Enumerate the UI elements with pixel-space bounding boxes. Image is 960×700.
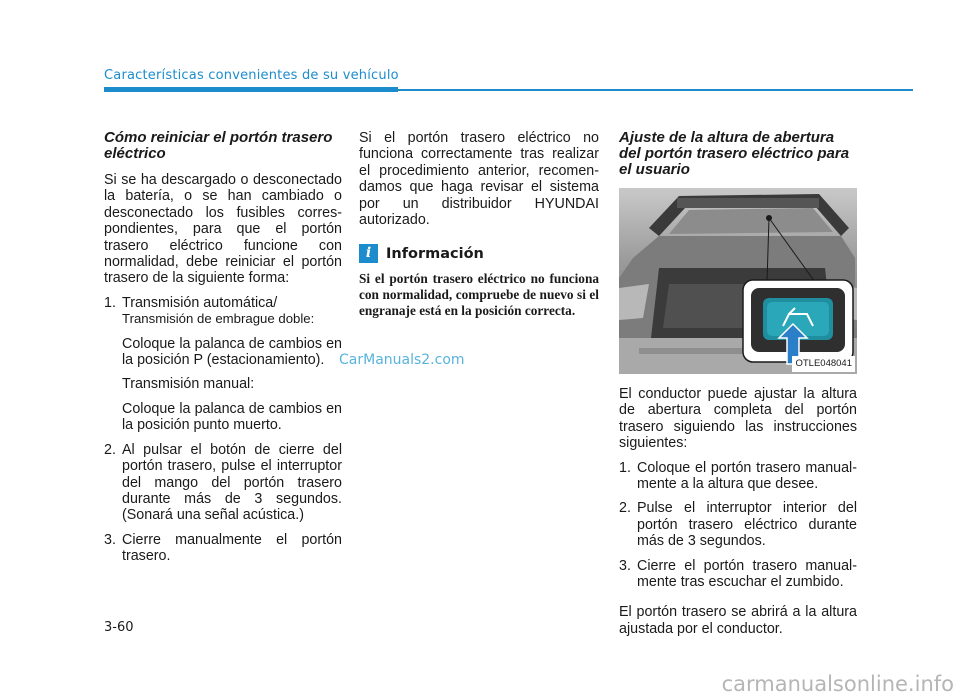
section-header: Características convenientes de su vehículo	[104, 68, 399, 83]
step-heading: Transmisión manual:	[122, 376, 255, 393]
step-text: Cierre el portón trasero manual-mente tras escuchar el zumbido.	[637, 557, 857, 591]
step-number: 3.	[619, 557, 631, 574]
height-outro: El portón trasero se abrirá a la altura ajustada por el conductor.	[619, 604, 857, 637]
column-right	[619, 130, 857, 637]
height-steps	[619, 460, 857, 591]
tailgate-photo	[619, 188, 857, 374]
reset-section-title: Cómo reiniciar el portón trasero eléctrico	[104, 129, 333, 162]
height-intro: El conductor puede ajustar la altura de abertura completa del portón trasero siguiendo las instrucciones siguientes:	[619, 386, 857, 452]
reset-step-1	[104, 295, 342, 434]
reset-step-2	[104, 442, 342, 524]
reset-steps	[104, 295, 342, 565]
step-text: Al pulsar el botón de cierre del portón trasero, pulse el interruptor del mango del portón trasero durante más de 3 segundos. (Sonará una señal acústica.)	[122, 441, 342, 524]
step-text: Cierre manualmente el portón trasero.	[122, 531, 342, 565]
footer-watermark: carmanualsonline.info	[721, 672, 954, 696]
info-icon: i	[359, 244, 378, 263]
step-number: 1.	[104, 294, 116, 311]
header-rule-thick	[104, 87, 398, 92]
info-box-header	[359, 244, 599, 263]
height-section-title: Ajuste de la altura de abertura del portón trasero eléctrico para el usuario	[619, 129, 850, 178]
service-advice: Si el portón trasero eléctrico no funciona correctamente tras realizar el procedimiento anterior, recomen-damos que haga revisar el sistema por un distribuidor HYUNDAI autorizado.	[359, 130, 599, 229]
step-number: 3.	[104, 531, 116, 548]
info-text: Si el portón trasero eléctrico no funciona con normalidad, compruebe de nuevo si el engranaje está en la posición correcta.	[359, 271, 599, 319]
photo-caption: OTLE048041	[792, 356, 855, 372]
reset-intro: Si se ha descargado o desconectado la batería, o se han cambiado o desconectado los fusibles corres-pondientes, para que el portón trasero eléctrico funcione con normalidad, debe reiniciar el portón trasero de la siguiente forma:	[104, 172, 342, 287]
header-rule-thin	[398, 89, 913, 91]
step-text: Pulse el interruptor interior del portón trasero eléctrico durante más de 3 segundos.	[637, 500, 857, 550]
height-step-3	[619, 558, 857, 591]
tailgate-illustration	[619, 188, 857, 374]
column-middle	[359, 130, 599, 319]
step-heading: Transmisión automática/	[122, 294, 278, 311]
step-heading: Transmisión de embrague doble:	[122, 311, 315, 327]
step-number: 2.	[104, 441, 116, 458]
reset-step-3	[104, 532, 342, 565]
step-text: Coloque la palanca de cambios en la posición P (estacionamiento).	[122, 335, 342, 369]
column-left	[104, 130, 342, 565]
step-text: Coloque la palanca de cambios en la posición punto muerto.	[122, 400, 342, 434]
height-step-2	[619, 500, 857, 549]
height-step-1	[619, 460, 857, 493]
page-number: 3-60	[104, 620, 134, 635]
watermark-link[interactable]: CarManuals2.com	[339, 352, 465, 368]
info-title: Información	[386, 245, 484, 262]
step-number: 1.	[619, 459, 631, 476]
step-text: Coloque el portón trasero manual-mente a la altura que desee.	[637, 459, 857, 493]
step-number: 2.	[619, 500, 631, 517]
